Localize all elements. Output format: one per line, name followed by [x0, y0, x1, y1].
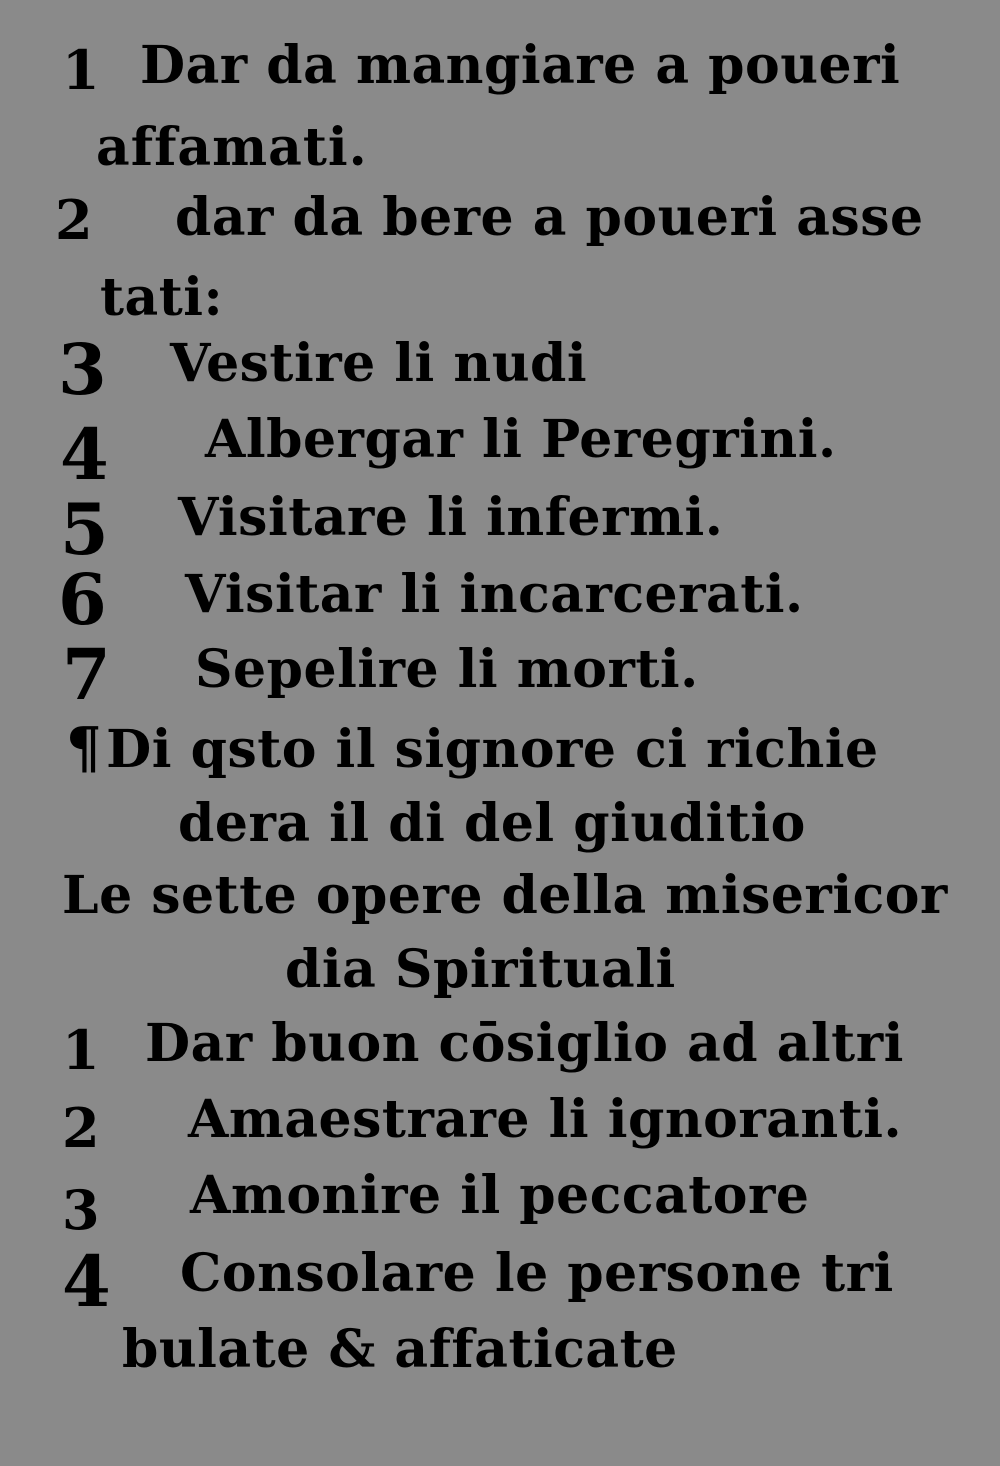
item-text: Albergar li Peregrini.: [205, 409, 837, 470]
item-number: 4: [60, 413, 109, 496]
item-text: dar da bere a poueri asse: [175, 187, 924, 248]
item-number: 2: [55, 188, 93, 252]
item-text: Dar da mangiare a poueri: [140, 35, 901, 96]
item-text: Visitare li infermi.: [178, 487, 724, 548]
item-text-continuation: tati:: [100, 267, 224, 328]
item-number: 4: [62, 1240, 111, 1323]
note-text-continuation: dera il di del giuditio: [178, 793, 806, 854]
item-text: Dar buon cōsiglio ad altri: [145, 1013, 904, 1074]
item-text: Sepelire li morti.: [195, 639, 699, 700]
item-number: 7: [62, 633, 111, 716]
item-number: 1: [62, 38, 100, 102]
item-number: 2: [62, 1096, 100, 1160]
item-text: Visitar li incarcerati.: [185, 564, 804, 625]
item-number: 6: [58, 558, 107, 641]
section-heading-continuation: dia Spirituali: [285, 939, 676, 1000]
pilcrow-mark: ¶: [66, 715, 103, 781]
item-number: 1: [62, 1018, 100, 1082]
item-number: 3: [62, 1178, 100, 1242]
item-text: Amonire il peccatore: [190, 1165, 810, 1226]
item-number: 3: [58, 328, 107, 411]
item-number: 5: [60, 488, 109, 571]
item-text-continuation: affamati.: [96, 117, 368, 178]
item-text: Consolare le persone tri: [180, 1243, 894, 1304]
note-text: Di qsto il signore ci richie: [106, 719, 879, 780]
note-line: [66, 715, 879, 781]
section-heading: Le sette opere della misericor: [62, 865, 948, 926]
item-text: Amaestrare li ignoranti.: [188, 1089, 903, 1150]
item-text-continuation: bulate & affaticate: [122, 1319, 678, 1380]
item-text: Vestire li nudi: [170, 333, 588, 394]
